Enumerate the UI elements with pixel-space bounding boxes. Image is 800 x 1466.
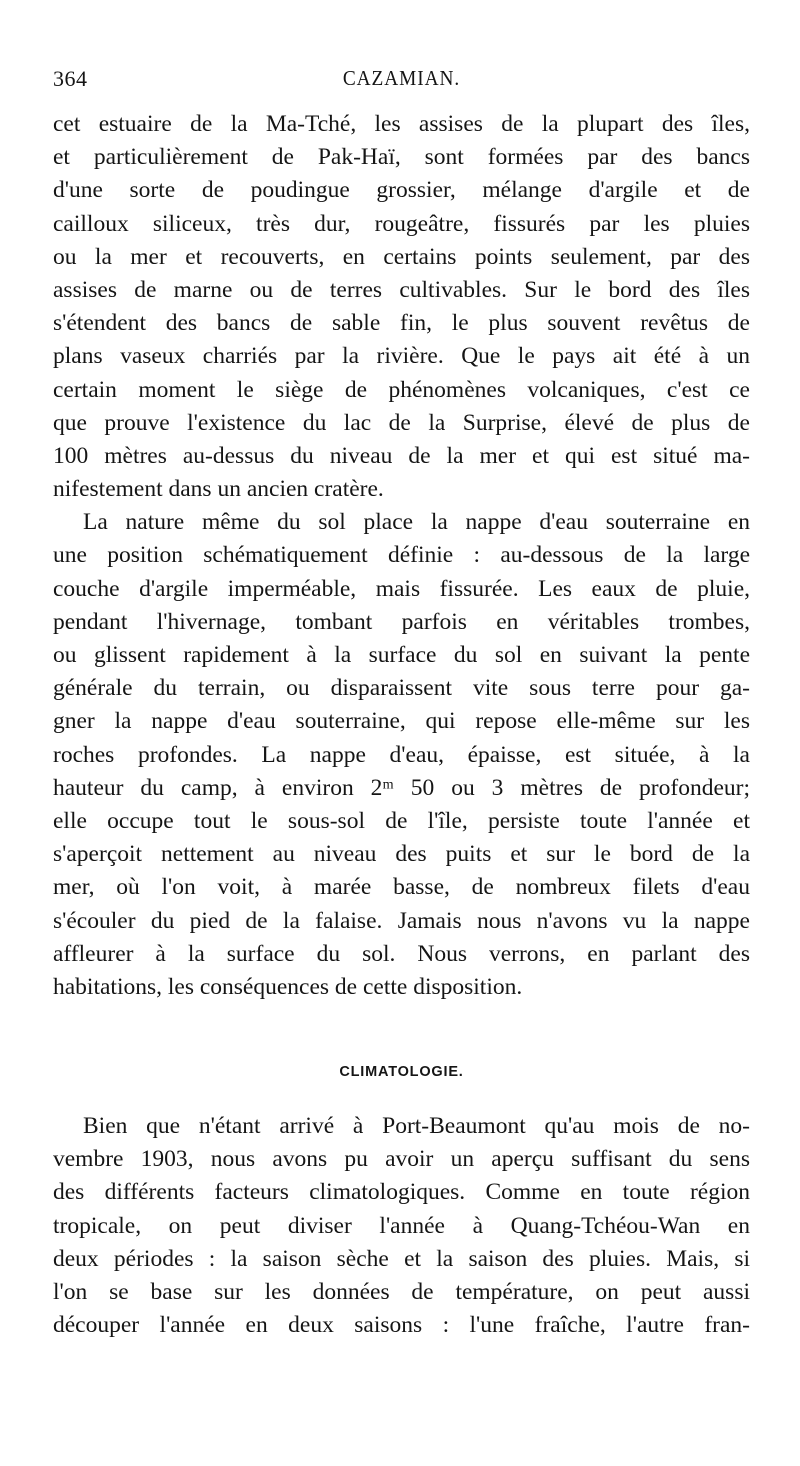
text-line: cailloux siliceux, très dur, rougeâtre, fissurés par les pluies [53,210,750,237]
text-line: nifestement dans un ancien cratère. [53,476,384,503]
text-line: s'écouler du pied de la falaise. Jamais nous n'avons vu la nappe [53,907,750,934]
running-head [53,66,750,106]
text-line: cet estuaire de la Ma-Tché, les assises de la plupart des îles, [53,111,750,137]
paragraph-continued [53,108,750,506]
text-line: ou la mer et recouverts, en certains points seulement, par des [53,243,750,270]
text-line: plans vaseux charriés par la rivière. Que le pays ait été à un [53,343,750,370]
body-text-upper [53,108,750,1004]
text-line: pendant l'hivernage, tombant parfois en véritables trombes, [53,608,750,635]
section-heading: CLIMATOLOGIE. [339,1064,464,1080]
text-line: affleurer à la surface du sol. Nous verrons, en parlant des [53,940,750,967]
text-line: certain moment le siège de phénomènes volcaniques, c'est ce [53,376,750,403]
text-line: générale du terrain, ou disparaissent vite sous terre pour ga- [53,675,750,702]
text-line: hauteur du camp, à environ 2ᵐ 50 ou 3 mètres de profondeur; [53,774,750,801]
text-line: habitations, les conséquences de cette disposition. [53,973,523,1000]
text-line: l'on se base sur les données de température, on peut aussi [53,1278,750,1305]
text-line: s'étendent des bancs de sable fin, le plus souvent revêtus de [53,310,750,337]
text-line: et particulièrement de Pak-Haï, sont formées par des bancs [53,144,750,171]
running-head-author: CAZAMIAN. [342,66,461,90]
text-line: s'aperçoit nettement au niveau des puits et sur le bord de la [53,841,750,868]
text-line: des différents facteurs climatologiques. Comme en toute région [53,1179,750,1206]
text-line: La nature même du sol place la nappe d'eau souterraine en [83,509,750,536]
text-line: vembre 1903, nous avons pu avoir un aperçu suffisant du sens [53,1146,750,1173]
text-line: que prouve l'existence du lac de la Surprise, élevé de plus de [53,409,750,436]
text-line: elle occupe tout le sous-sol de l'île, persiste toute l'année et [53,807,750,834]
paragraph-climatology [53,1110,750,1342]
text-line: couche d'argile imperméable, mais fissurée. Les eaux de pluie, [53,575,750,602]
text-line: 100 mètres au-dessus du niveau de la mer et qui est situé ma- [53,442,750,469]
paragraph-water-table [53,506,750,1004]
text-line: roches profondes. La nappe d'eau, épaisse, est située, à la [53,741,750,768]
text-line: ou glissent rapidement à la surface du sol en suivant la pente [53,642,750,668]
text-line: gner la nappe d'eau souterraine, qui repose elle-même sur les [53,708,750,735]
text-line: découper l'année en deux saisons : l'une fraîche, l'autre fran- [53,1312,750,1339]
text-line: assises de marne ou de terres cultivables. Sur le bord des îles [53,276,750,303]
text-line: d'une sorte de poudingue grossier, mélange d'argile et de [53,177,750,204]
text-line: tropicale, on peut diviser l'année à Quang-Tchéou-Wan en [53,1212,750,1239]
text-line: une position schématiquement définie : au-dessous de la large [53,542,750,569]
text-line: mer, où l'on voit, à marée basse, de nombreux filets d'eau [53,874,750,901]
body-text-lower [53,1110,750,1342]
text-line: deux périodes : la saison sèche et la saison des pluies. Mais, si [53,1245,750,1272]
text-line: Bien que n'étant arrivé à Port-Beaumont qu'au mois de no- [83,1113,750,1139]
page-number: 364 [53,66,88,91]
